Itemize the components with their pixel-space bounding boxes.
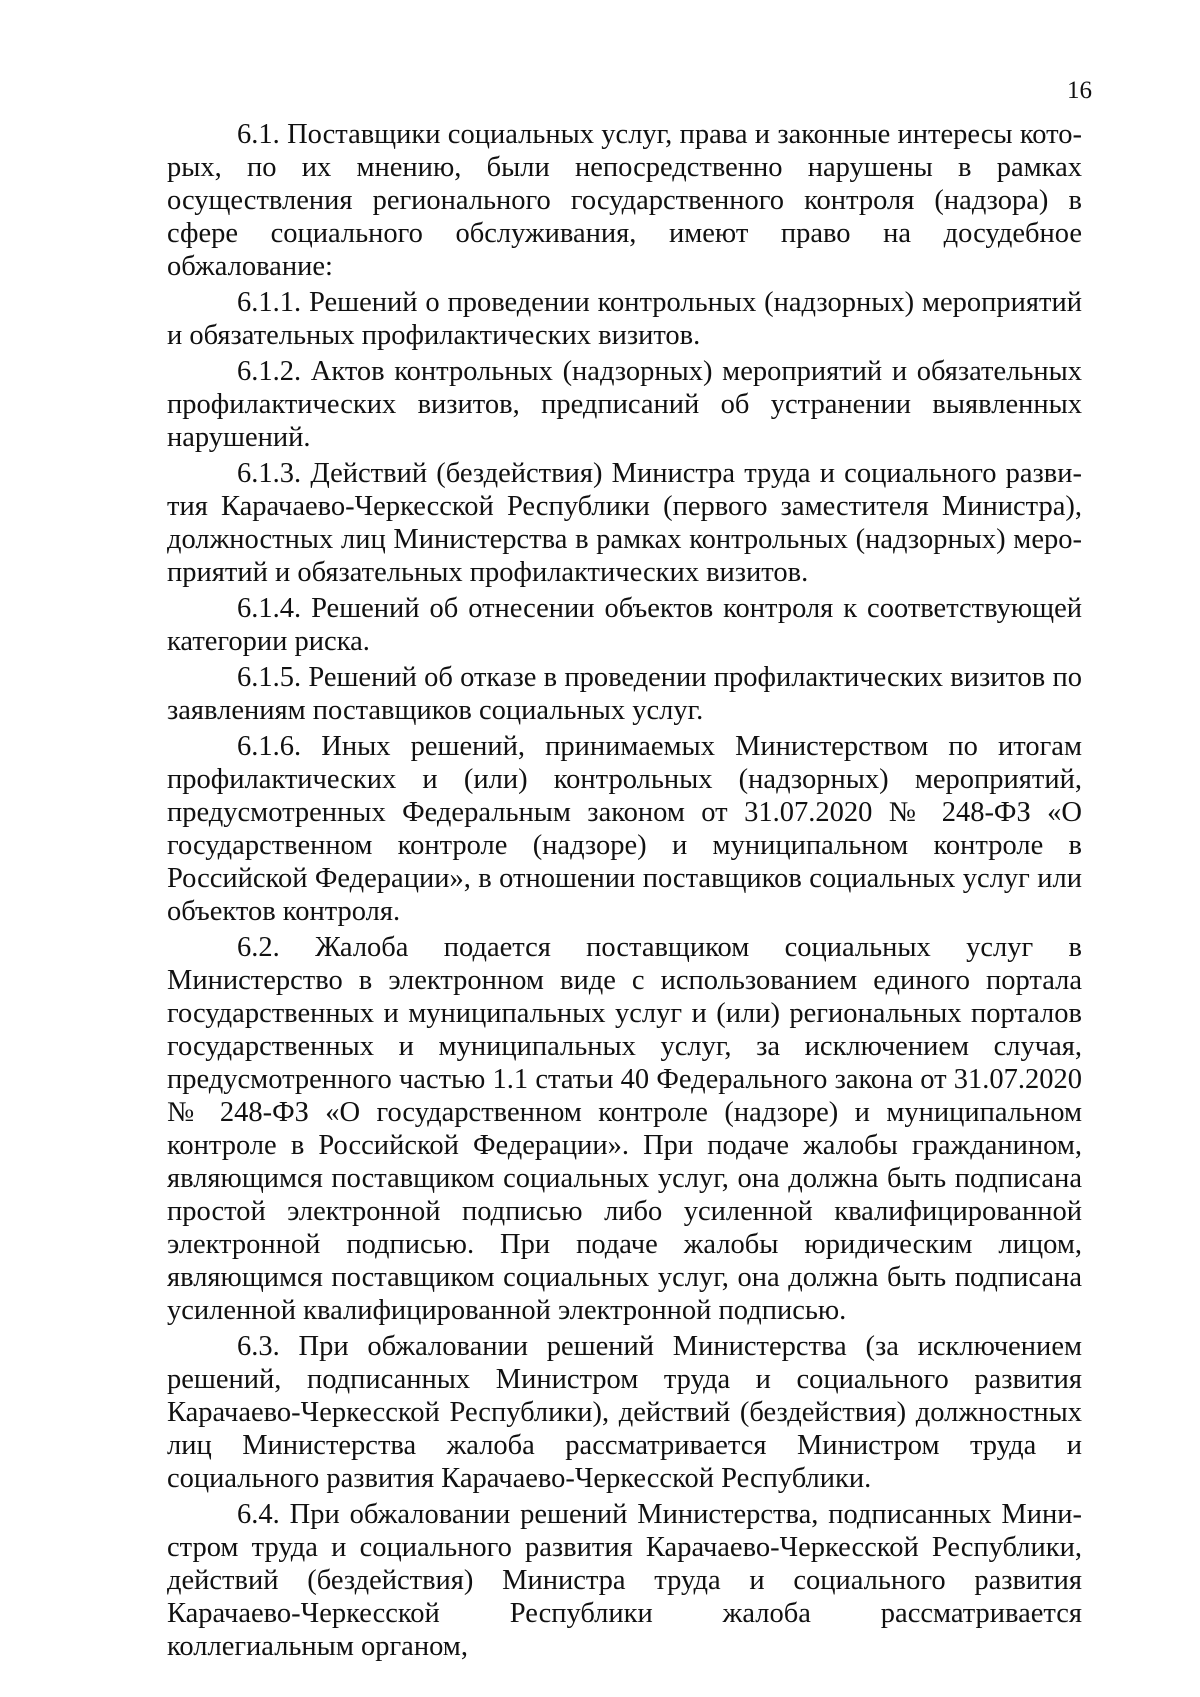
paragraph-6-4: 6.4. При обжаловании решений Министерства, подписанных Министром труда и социального развития Карачаево-Черкесской Республики, действий (бездействия) Министра труда и социального развития Карачаево-Черкесской Республики жалоба рассматривается коллегиальным органом, [167, 1499, 1082, 1662]
paragraph-6-1-3: 6.1.3. Действий (бездействия) Министра труда и социального развития Карачаево-Черкесской Республики (первого заместителя Министра), должностных лиц Министерства в рамках контрольных (надзорных) мероприятий и обязательных профилактических визитов. [167, 458, 1082, 588]
paragraph-6-3: 6.3. При обжаловании решений Министерства (за исключением решений, подписанных Министром труда и социального развития Карачаево-Черкесской Республики), действий (бездействия) должностных лиц Министерства жалоба рассматривается Министром труда и социального развития Карачаево-Черкесской Республики. [167, 1331, 1082, 1494]
paragraph-6-2: 6.2. Жалоба подается поставщиком социальных услуг в Министерство в электронном виде с использованием единого портала государственных и муниципальных услуг и (или) региональных порталов государственных и муниципальных услуг, за исключением случая, предусмотренного частью 1.1 статьи 40 Федерального закона от 31.07.2020 № 248-ФЗ «О государственном контроле (надзоре) и муниципальном контроле в Российской Федерации». При подаче жалобы гражданином, являющимся поставщиком социальных услуг, она должна быть подписана простой электронной подписью либо усиленной квалифицированной электронной подписью. При подаче жалобы юридическим лицом, являющимся поставщиком социальных услуг, она должна быть подписана усиленной квалифицированной электронной подписью. [167, 932, 1082, 1326]
paragraph-6-1-4: 6.1.4. Решений об отнесении объектов контроля к соответствующей категории риска. [167, 593, 1082, 657]
paragraph-6-1-1: 6.1.1. Решений о проведении контрольных (надзорных) мероприятий и обязательных профилактических визитов. [167, 287, 1082, 351]
paragraph-6-1-5: 6.1.5. Решений об отказе в проведении профилактических визитов по заявлениям поставщиков социальных услуг. [167, 662, 1082, 726]
paragraph-6-1-6: 6.1.6. Иных решений, принимаемых Министерством по итогам профилактических и (или) контрольных (надзорных) мероприятий, предусмотренных Федеральным законом от 31.07.2020 № 248-ФЗ «О государственном контроле (надзоре) и муниципальном контроле в Российской Федерации», в отношении поставщиков социальных услуг или объектов контроля. [167, 731, 1082, 927]
document-body [167, 118, 1082, 1666]
paragraph-6-1: 6.1. Поставщики социальных услуг, права и законные интересы которых, по их мнению, были непосредственно нарушены в рамках осуществления регионального государственного контроля (надзора) в сфере социального обслуживания, имеют право на досудебное обжалование: [167, 119, 1082, 282]
page-number: 16 [1067, 77, 1092, 104]
paragraph-6-1-2: 6.1.2. Актов контрольных (надзорных) мероприятий и обязательных профилактических визитов, предписаний об устранении выявленных нарушений. [167, 356, 1082, 453]
